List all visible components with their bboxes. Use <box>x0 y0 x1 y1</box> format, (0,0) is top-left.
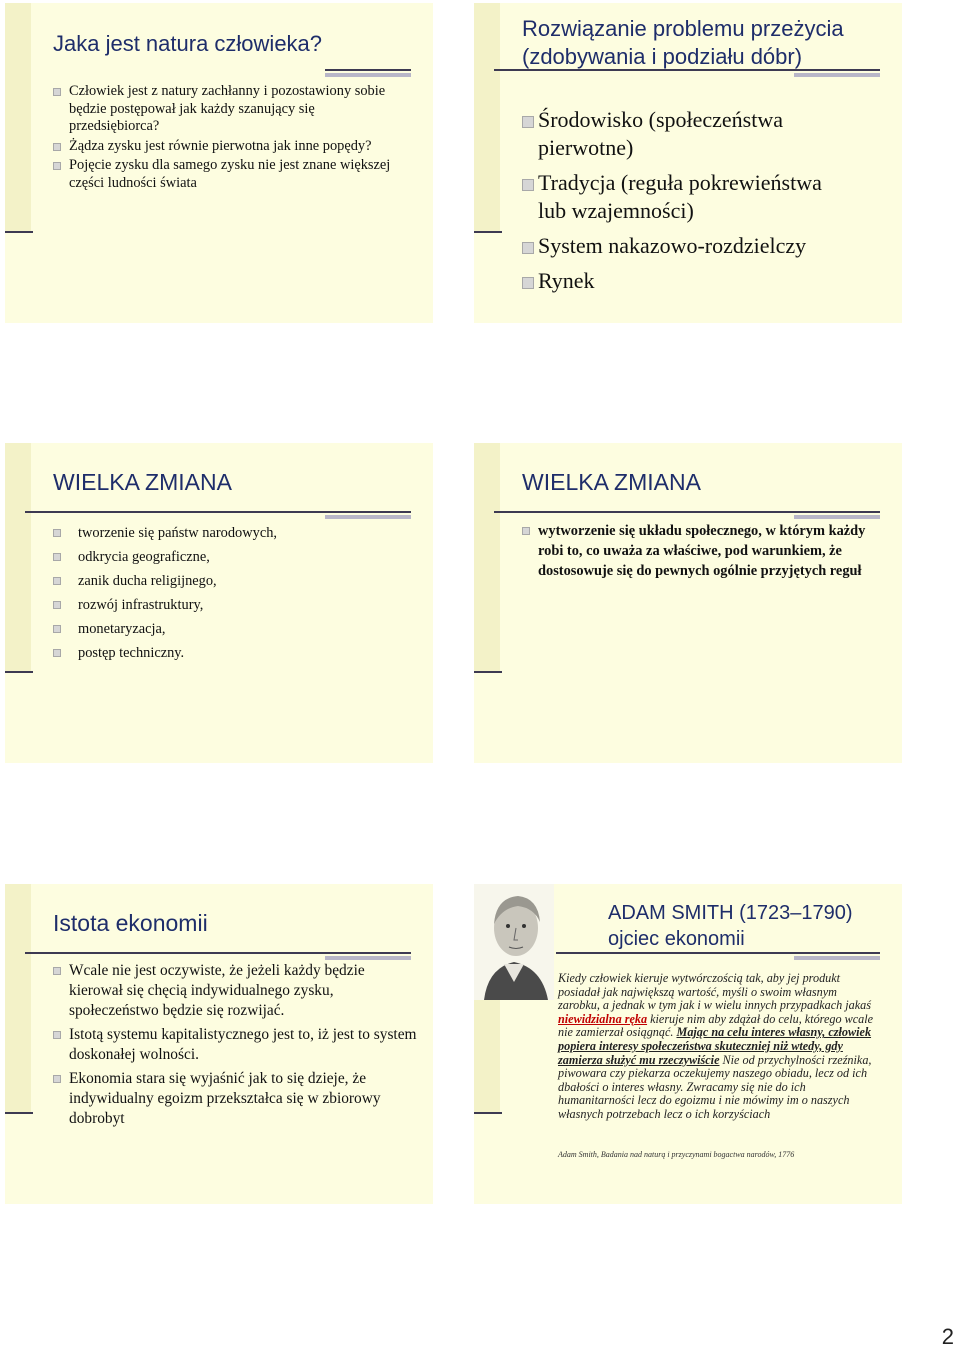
title-rule-shadow <box>325 956 411 960</box>
square-bullet-icon <box>53 143 61 151</box>
divider <box>5 231 33 233</box>
adam-smith-portrait <box>474 884 554 1000</box>
title-rule <box>494 511 880 513</box>
slide-title: Rozwiązanie problemu przeżycia (zdobywania i podziału dóbr) <box>522 16 844 69</box>
square-bullet-icon <box>53 88 61 96</box>
square-bullet-icon <box>53 162 61 170</box>
quote-emphasis: Mając na celu interes własny, człowiek popiera interesy społeczeństwa skuteczniej niż wtedy, gdy zamierza służyć mu rzeczywiście <box>558 1025 872 1067</box>
slide-title: WIELKA ZMIANA <box>522 469 701 495</box>
list-item: postęp techniczny. <box>53 641 408 665</box>
invisible-hand-phrase: niewidzialna ręka <box>558 1011 648 1026</box>
square-bullet-icon <box>53 553 61 561</box>
list-item: rozwój infrastruktury, <box>53 593 408 617</box>
divider <box>474 671 502 673</box>
adam-smith-quote: Kiedy człowiek kieruje wytwórczością tak, aby jej produkt posiadał jak największą wartość, myśli o swoim własnym zarobku, a jednak w tym jak i w wielu innych przypadkach jakaś niewidzialna ręka kieruje nim aby zdążał do celu, którego wcale nie zamierzał osiągnąć. Mając na celu interes własny, człowiek popiera interesy społeczeństwa skuteczniej niż wtedy, gdy zamierza służyć mu rzeczywiście Nie od przychylności rzeźnika, piwowara czy piekarza oczekujemy naszego obiadu, lecz od ich dbałości o interes własny. Zwracamy się nie do ich humanitarności lecz do egoizmu i nie mówimy im o naszych własnych potrzebach lecz o ich korzyściach <box>558 971 874 1121</box>
square-bullet-icon <box>53 1075 61 1083</box>
slide-1 <box>5 3 433 323</box>
title-rule <box>25 511 411 513</box>
title-rule <box>325 69 411 71</box>
slide-stripe <box>5 443 31 671</box>
bullet-list <box>53 521 408 665</box>
slide-title: WIELKA ZMIANA <box>53 469 232 495</box>
slide-title: Istota ekonomii <box>53 910 208 936</box>
slide-3 <box>5 443 433 763</box>
title-rule-shadow <box>325 73 411 77</box>
slide-4 <box>474 443 902 763</box>
list-item: Człowiek jest z natury zachłanny i pozostawiony sobie będzie postępował jak każdy szanujący się przedsiębiorca? <box>53 83 408 136</box>
bullet-list <box>53 961 418 1129</box>
square-bullet-icon <box>522 179 534 191</box>
slide-stripe <box>5 884 31 1112</box>
title-rule <box>556 952 880 954</box>
square-bullet-icon <box>522 116 534 128</box>
bullet-list <box>522 521 882 581</box>
square-bullet-icon <box>522 242 534 254</box>
title-rule-shadow <box>794 73 880 77</box>
list-item: Pojęcie zysku dla samego zysku nie jest znane większej części ludności świata <box>53 157 408 192</box>
title-rule-shadow <box>794 515 880 519</box>
square-bullet-icon <box>522 277 534 289</box>
slide-2 <box>474 3 902 323</box>
list-item: Środowisko (społeczeństwa pierwotne) <box>522 106 852 162</box>
list-item: zanik ducha religijnego, <box>53 569 408 593</box>
list-item: Rynek <box>522 267 852 295</box>
list-item: Żądza zysku jest równie pierwotna jak inne popędy? <box>53 138 408 156</box>
title-rule <box>25 952 411 954</box>
list-item: monetaryzacja, <box>53 617 408 641</box>
square-bullet-icon <box>53 1031 61 1039</box>
slide-title: ADAM SMITH (1723–1790) ojciec ekonomii <box>608 902 853 950</box>
slide-stripe <box>474 443 500 671</box>
quote-citation: Adam Smith, Badania nad naturą i przyczynami bogactwa narodów, 1776 <box>558 1150 795 1159</box>
slide-5 <box>5 884 433 1204</box>
title-rule-shadow <box>794 956 880 960</box>
divider <box>5 671 33 673</box>
slide-title: Jaka jest natura człowieka? <box>53 31 323 56</box>
bullet-list <box>522 106 852 295</box>
bullet-list <box>53 83 408 192</box>
slide-stripe <box>474 3 500 231</box>
list-item: tworzenie się państw narodowych, <box>53 521 408 545</box>
square-bullet-icon <box>53 577 61 585</box>
title-rule-shadow <box>325 515 411 519</box>
square-bullet-icon <box>53 625 61 633</box>
list-item: Ekonomia stara się wyjaśnić jak to się dzieje, że indywidualny egoizm przekształca się w zbiorowy dobrobyt <box>53 1069 418 1129</box>
square-bullet-icon <box>53 967 61 975</box>
list-item: Istotą systemu kapitalistycznego jest to, iż jest to system doskonałej wolności. <box>53 1025 418 1065</box>
square-bullet-icon <box>522 527 530 535</box>
page-number: 2 <box>941 1324 954 1349</box>
slide-6 <box>474 884 902 1204</box>
list-item: Wcale nie jest oczywiste, że jeżeli każdy będzie kierował się chęcią indywidualnego zysku, społeczeństwo będzie się rozwijać. <box>53 961 418 1021</box>
title-rule <box>494 69 880 71</box>
divider <box>474 231 502 233</box>
divider <box>474 1112 502 1114</box>
slide-stripe <box>5 3 31 231</box>
square-bullet-icon <box>53 649 61 657</box>
square-bullet-icon <box>53 529 61 537</box>
list-item: wytworzenie się układu społecznego, w którym każdy robi to, co uważa za właściwe, pod warunkiem, że dostosowuje się do pewnych ogólnie przyjętych reguł <box>522 521 882 581</box>
square-bullet-icon <box>53 601 61 609</box>
list-item: odkrycia geograficzne, <box>53 545 408 569</box>
divider <box>5 1112 33 1114</box>
list-item: System nakazowo-rozdzielczy <box>522 232 852 260</box>
list-item: Tradycja (reguła pokrewieństwa lub wzajemności) <box>522 169 852 225</box>
